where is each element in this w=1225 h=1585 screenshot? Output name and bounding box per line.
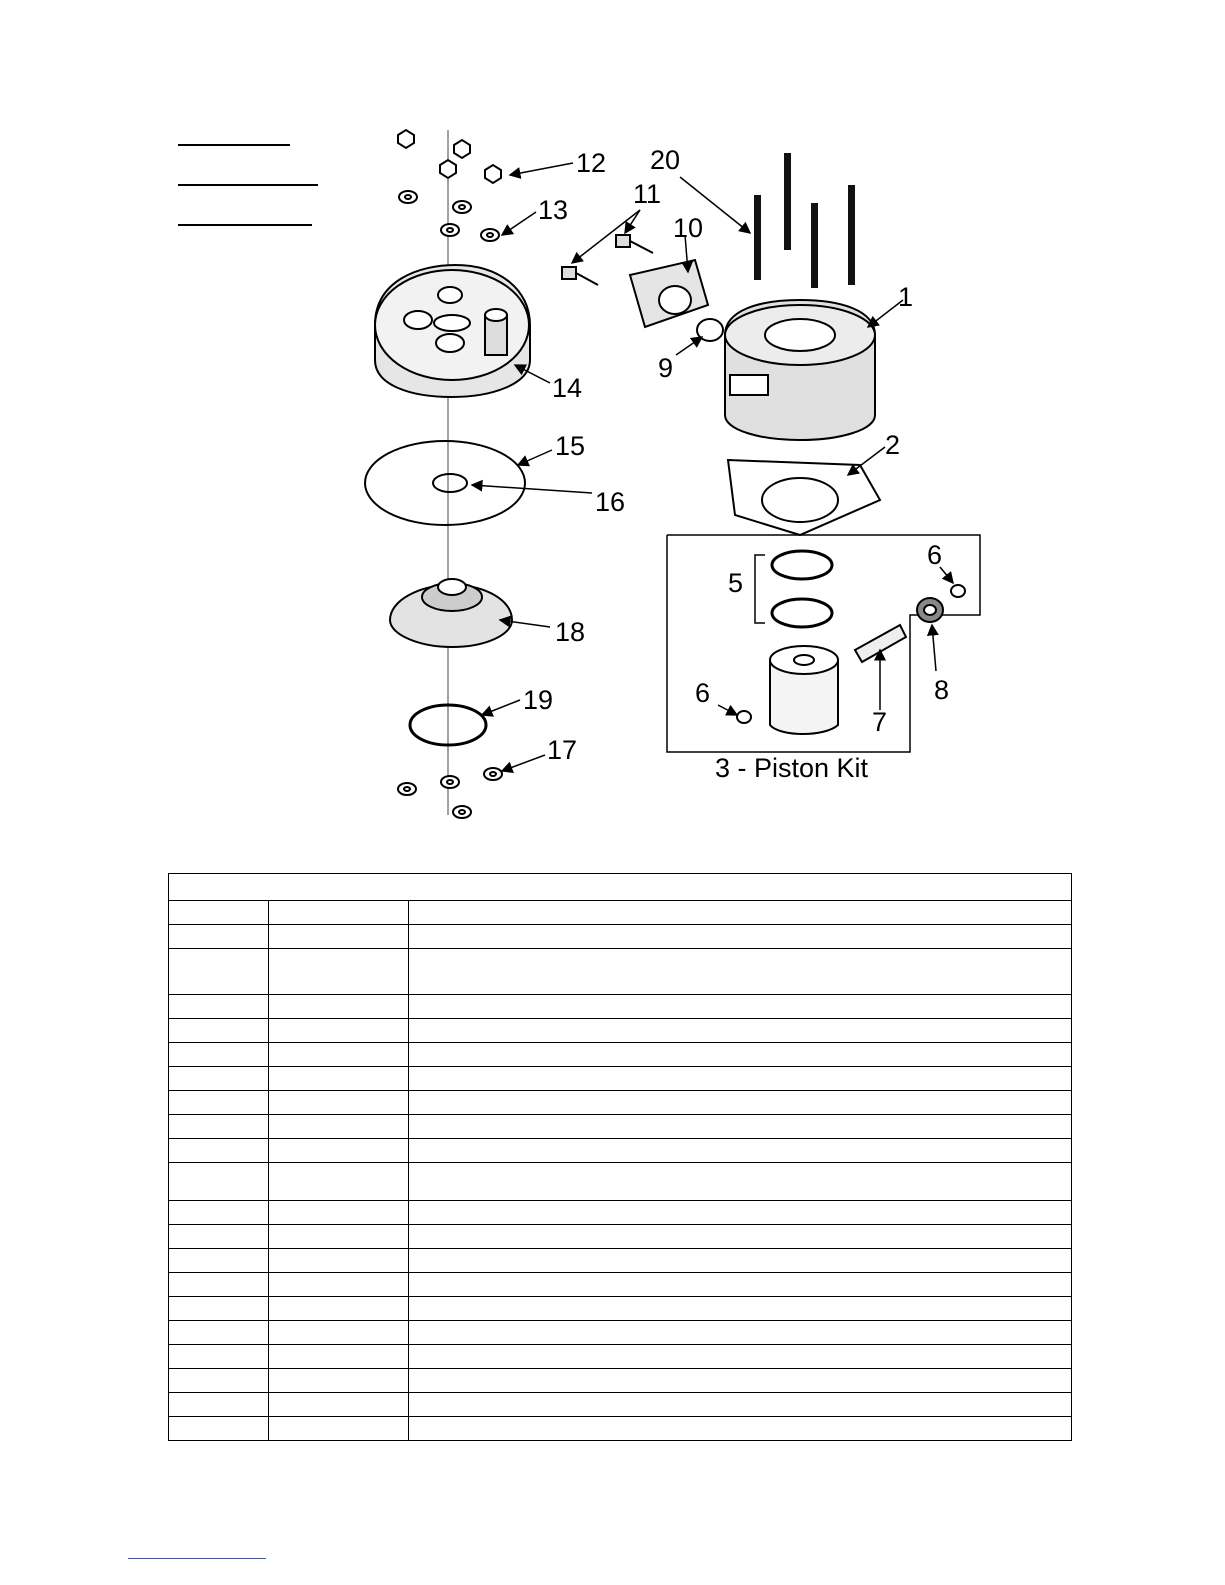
table-cell	[409, 1043, 1072, 1067]
table-row	[169, 1321, 1072, 1345]
table-row	[169, 1369, 1072, 1393]
table-cell	[269, 1273, 409, 1297]
table-cell	[169, 1321, 269, 1345]
head-gasket-part	[365, 441, 525, 525]
callout-label: 13	[538, 195, 569, 225]
table-cell	[169, 1043, 269, 1067]
table-cell	[409, 1249, 1072, 1273]
table-cell	[269, 949, 409, 995]
table-cell	[409, 995, 1072, 1019]
piston-kit-caption: 3 - Piston Kit	[715, 753, 869, 783]
callout-label: 20	[650, 145, 681, 175]
table-cell	[269, 1201, 409, 1225]
table-cell	[169, 1139, 269, 1163]
table-cell	[269, 1139, 409, 1163]
table-row	[169, 1043, 1072, 1067]
table-cell	[269, 1163, 409, 1201]
callout-label: 16	[595, 487, 626, 517]
callout-label: 8	[934, 675, 950, 705]
table-cell	[169, 925, 269, 949]
circlip-part-right	[951, 585, 965, 597]
needle-bearing-part	[917, 598, 943, 622]
table-cell	[409, 1321, 1072, 1345]
leader-lines	[472, 163, 953, 771]
table-cell	[409, 1225, 1072, 1249]
table-cell	[269, 1393, 409, 1417]
stud-group	[754, 153, 855, 288]
exploded-parts-diagram	[340, 115, 1020, 835]
table-row	[169, 1417, 1072, 1441]
table-cell	[409, 1019, 1072, 1043]
table-cell	[269, 901, 409, 925]
table-cell	[169, 1249, 269, 1273]
table-cell	[169, 1201, 269, 1225]
callout-label: 5	[728, 568, 744, 598]
table-row	[169, 901, 1072, 925]
table-cell	[269, 995, 409, 1019]
table-cell	[169, 1225, 269, 1249]
table-cell	[169, 1393, 269, 1417]
footer-link-underline[interactable]	[128, 1558, 266, 1559]
table-cell	[409, 925, 1072, 949]
table-cell	[409, 1091, 1072, 1115]
table-cell	[169, 949, 269, 995]
table-cell	[409, 1115, 1072, 1139]
piston-rings-part	[772, 551, 832, 627]
callout-label: 10	[673, 213, 704, 243]
table-cell	[409, 1273, 1072, 1297]
table-header-row	[169, 874, 1072, 901]
table-cell	[169, 1345, 269, 1369]
table-cell	[169, 901, 269, 925]
circlip-part-left	[737, 711, 751, 723]
callout-label: 9	[658, 353, 674, 383]
callout-label: 19	[523, 685, 554, 715]
table-row	[169, 1297, 1072, 1321]
table-row	[169, 1163, 1072, 1201]
callout-label: 1	[898, 282, 914, 312]
table-cell	[169, 1273, 269, 1297]
table-cell	[409, 1067, 1072, 1091]
table-row	[169, 949, 1072, 995]
callout-label: 7	[872, 707, 888, 737]
table-cell	[409, 949, 1072, 995]
table-row	[169, 1091, 1072, 1115]
table-row	[169, 1201, 1072, 1225]
table-row	[169, 1115, 1072, 1139]
cylinder-part	[725, 300, 875, 440]
table-cell	[269, 1249, 409, 1273]
table-cell	[409, 1417, 1072, 1441]
table-cell	[409, 1297, 1072, 1321]
table-cell	[269, 1369, 409, 1393]
table-cell	[169, 1369, 269, 1393]
washer-group-top	[399, 191, 499, 241]
table-cell	[169, 1297, 269, 1321]
intake-manifold-part	[630, 260, 708, 327]
table-row	[169, 1273, 1072, 1297]
table-row	[169, 925, 1072, 949]
base-gasket-part	[728, 460, 880, 535]
table-row	[169, 995, 1072, 1019]
table-row	[169, 1393, 1072, 1417]
table-cell	[269, 1297, 409, 1321]
table-cell	[269, 1067, 409, 1091]
callout-label: 6	[927, 540, 943, 570]
callout-label: 6	[695, 678, 711, 708]
table-cell	[269, 1225, 409, 1249]
table-cell	[409, 901, 1072, 925]
table-cell	[409, 1201, 1072, 1225]
table-header-cell	[169, 874, 1072, 901]
table-cell	[269, 1115, 409, 1139]
table-row	[169, 1139, 1072, 1163]
table-cell	[269, 1043, 409, 1067]
table-cell	[169, 1417, 269, 1441]
table-cell	[409, 1369, 1072, 1393]
table-cell	[169, 1019, 269, 1043]
callout-label: 2	[885, 430, 901, 460]
piston-part	[770, 646, 838, 734]
rings-bracket	[755, 555, 765, 623]
table-cell	[169, 995, 269, 1019]
table-cell	[409, 1393, 1072, 1417]
head-insert-part	[390, 579, 512, 647]
header-bar-3	[178, 224, 312, 226]
callout-label: 12	[576, 148, 607, 178]
nut-group	[398, 130, 501, 183]
table-row	[169, 1249, 1072, 1273]
table-cell	[409, 1163, 1072, 1201]
header-bar-1	[178, 144, 290, 146]
cylinder-head-part	[375, 265, 530, 397]
table-cell	[409, 1139, 1072, 1163]
table-cell	[169, 1115, 269, 1139]
callout-label: 15	[555, 431, 586, 461]
table-cell	[409, 1345, 1072, 1369]
table-cell	[169, 1067, 269, 1091]
table-cell	[269, 925, 409, 949]
table-cell	[269, 1019, 409, 1043]
callout-label: 18	[555, 617, 586, 647]
table-row	[169, 1225, 1072, 1249]
table-row	[169, 1019, 1072, 1043]
table-cell	[269, 1091, 409, 1115]
callout-label: 17	[547, 735, 578, 765]
table-cell	[169, 1163, 269, 1201]
parts-table	[168, 873, 1072, 1441]
table-cell	[169, 1091, 269, 1115]
table-cell	[269, 1321, 409, 1345]
table-row	[169, 1067, 1072, 1091]
table-cell	[269, 1417, 409, 1441]
callout-label: 11	[633, 179, 662, 209]
table-row	[169, 1345, 1072, 1369]
washer-group-bottom	[398, 768, 502, 818]
header-bar-2	[178, 184, 318, 186]
callout-label: 14	[552, 373, 583, 403]
table-cell	[269, 1345, 409, 1369]
